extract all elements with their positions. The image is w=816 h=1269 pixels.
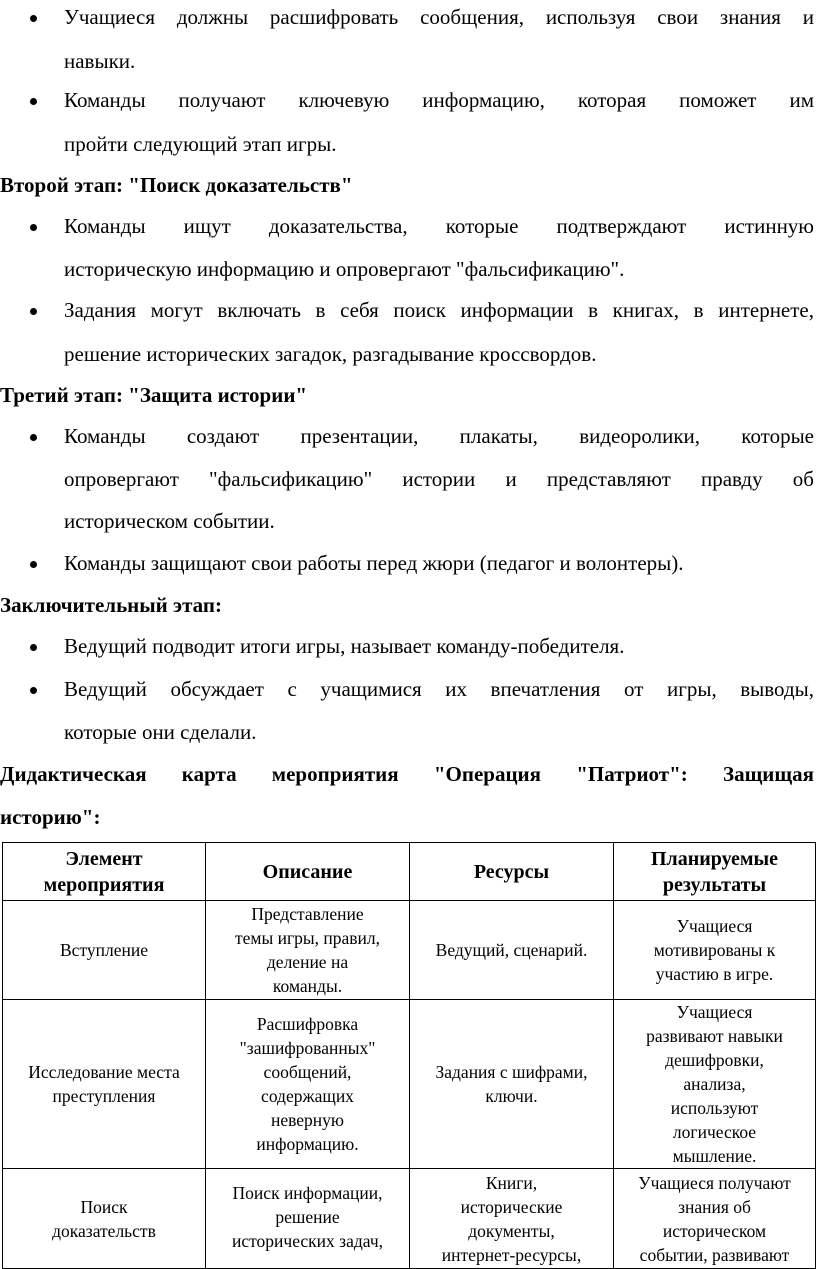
table-header-row — [3, 843, 816, 901]
header-cell: Описание — [206, 843, 410, 901]
bullet-text-line: Команды получают ключевую информацию, которая поможет им — [64, 88, 814, 112]
bullet-icon — [30, 308, 37, 315]
table-cell: Поиск информации, решение исторических задач, — [206, 1169, 410, 1269]
bullet-icon — [30, 687, 37, 694]
table-title: Дидактическая карта мероприятия "Операция "Патриот": Защищая — [0, 762, 814, 786]
table-cell: Учащиеся получают знания об историческом событии, развивают — [614, 1169, 816, 1269]
bullet-text-line: Учащиеся должны расшифровать сообщения, используя свои знания и — [64, 5, 814, 29]
header-cell: Планируемые результаты — [614, 843, 816, 901]
table-cell: Исследование места преступления — [3, 1000, 206, 1169]
bullet-text-line: Команды защищают свои работы перед жюри (педагог и волонтеры). — [64, 551, 684, 575]
bullet-text-line: историческом событии. — [64, 509, 275, 533]
header-cell: Элемент мероприятия — [3, 843, 206, 901]
table-cell: Представление темы игры, правил, деление на команды. — [206, 901, 410, 1000]
table-row — [3, 901, 816, 1000]
bullet-icon — [30, 98, 37, 105]
table-cell: Расшифровка "зашифрованных" сообщений, содержащих неверную информацию. — [206, 1000, 410, 1169]
header-cell: Ресурсы — [410, 843, 614, 901]
bullet-text-line: Ведущий обсуждает с учащимися их впечатления от игры, выводы, — [64, 677, 814, 701]
table-cell: Учащиеся развивают навыки дешифровки, анализа, используют логическое мышление. — [614, 1000, 816, 1169]
didactic-map-table — [2, 842, 816, 1269]
table-row — [3, 1169, 816, 1269]
bullet-icon — [30, 224, 37, 231]
bullet-icon — [30, 434, 37, 441]
bullet-icon — [30, 644, 37, 651]
section-heading: Второй этап: "Поиск доказательств" — [0, 173, 353, 197]
table-title: историю": — [0, 805, 101, 829]
bullet-text-line: Команды ищут доказательства, которые подтверждают истинную — [64, 214, 814, 238]
bullet-text-line: Команды создают презентации, плакаты, видеоролики, которые — [64, 424, 814, 448]
bullet-text-line: опровергают "фальсификацию" истории и представляют правду об — [64, 467, 814, 491]
bullet-text-line: пройти следующий этап игры. — [64, 132, 337, 156]
table-cell: Ведущий, сценарий. — [410, 901, 614, 1000]
bullet-text-line: навыки. — [64, 49, 136, 73]
bullet-text-line: Ведущий подводит итоги игры, называет команду-победителя. — [64, 634, 625, 658]
table-cell: Поиск доказательств — [3, 1169, 206, 1269]
table-row — [3, 1000, 816, 1169]
table-cell: Задания с шифрами, ключи. — [410, 1000, 614, 1169]
bullet-icon — [30, 15, 37, 22]
bullet-text-line: решение исторических загадок, разгадывание кроссвордов. — [64, 342, 597, 366]
table-cell: Вступление — [3, 901, 206, 1000]
table-cell: Книги, исторические документы, интернет-ресурсы, — [410, 1169, 614, 1269]
bullet-text-line: историческую информацию и опровергают "фальсификацию". — [64, 257, 625, 281]
bullet-text-line: которые они сделали. — [64, 720, 257, 744]
section-heading: Заключительный этап: — [0, 593, 222, 617]
table-cell: Учащиеся мотивированы к участию в игре. — [614, 901, 816, 1000]
bullet-icon — [30, 561, 37, 568]
section-heading: Третий этап: "Защита истории" — [0, 383, 308, 407]
bullet-text-line: Задания могут включать в себя поиск информации в книгах, в интернете, — [64, 298, 814, 322]
